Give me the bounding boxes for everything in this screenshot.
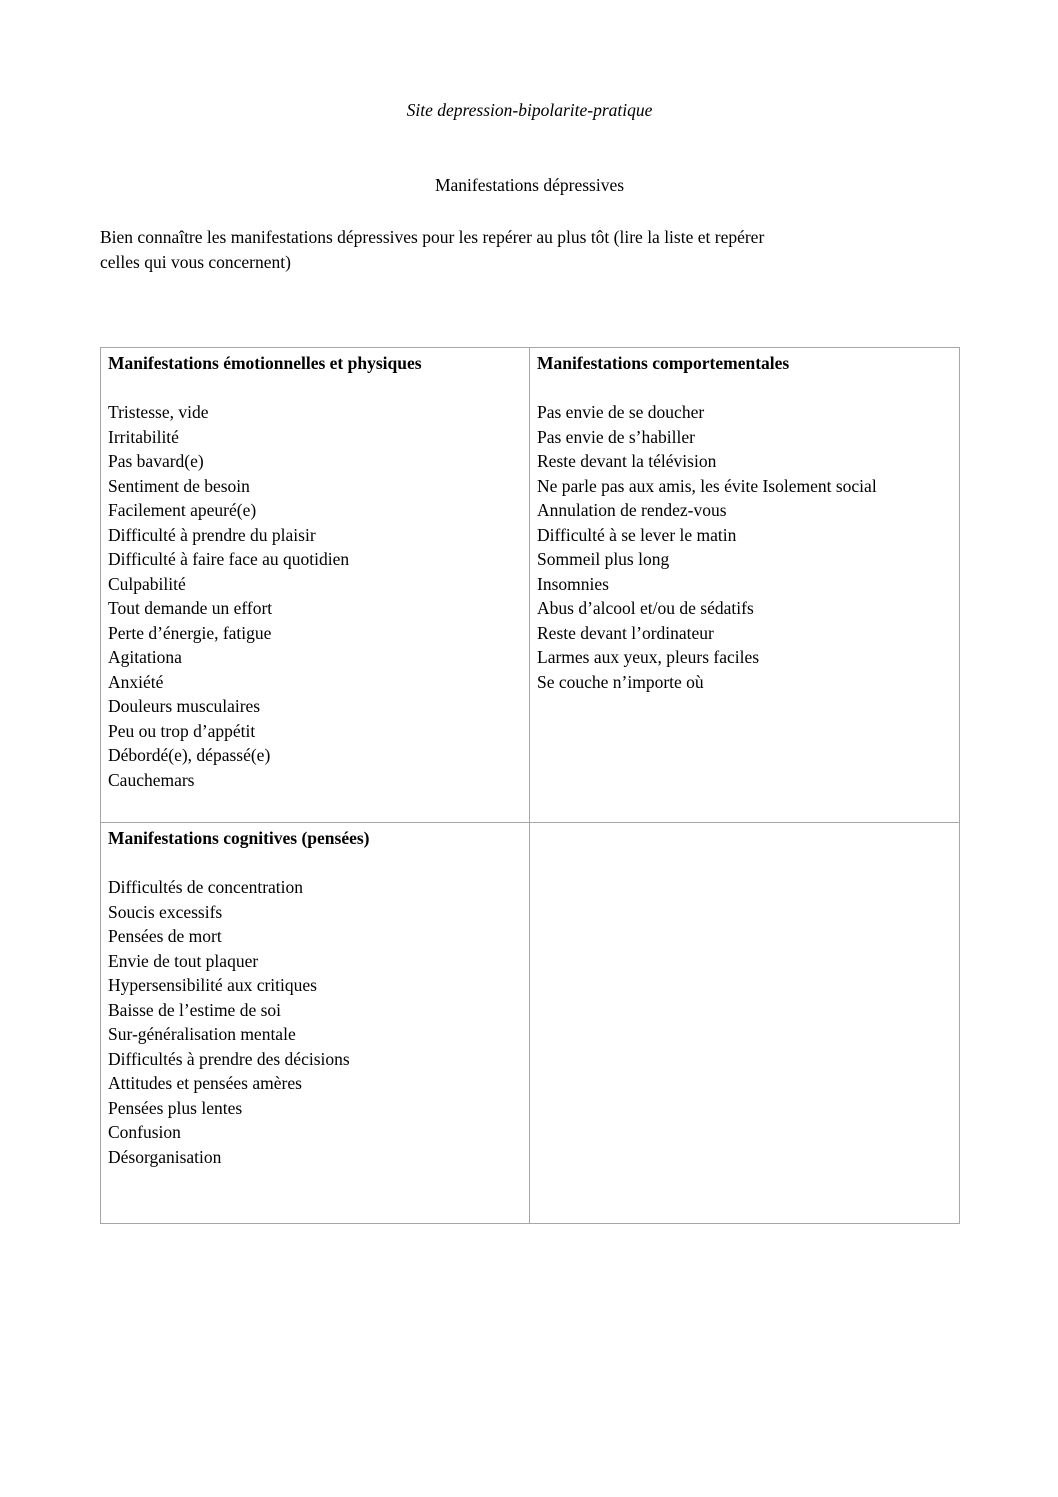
list-item: Attitudes et pensées amères — [108, 1073, 302, 1093]
list-item: Débordé(e), dépassé(e) — [108, 745, 271, 765]
list-item: Désorganisation — [108, 1146, 222, 1167]
intro-line-1: Bien connaître les manifestations dépressives pour les repérer au plus tôt (lire la liste et repérer — [100, 227, 765, 247]
list-item: Baisse de l’estime de soi — [108, 999, 282, 1020]
list-item: Pensées plus lentes — [108, 1097, 243, 1118]
list-item: Agitationa — [108, 647, 182, 667]
list-item: Sentiment de besoin — [108, 475, 250, 496]
list-item: Perte d’énergie, fatigue — [108, 622, 272, 643]
list-item: Peu ou trop d’appétit — [108, 720, 256, 741]
list-item: Reste devant l’ordinateur — [537, 622, 714, 643]
list-item: Pas envie de se doucher — [537, 402, 705, 422]
symptoms-table — [100, 347, 960, 1224]
document-subtitle: Manifestations dépressives — [434, 174, 625, 195]
symptom-list-behavioral — [537, 400, 954, 694]
list-item: Culpabilité — [108, 573, 186, 594]
list-item: Difficultés de concentration — [108, 877, 304, 897]
header-cognitive: Manifestations cognitives (pensées) — [108, 828, 370, 848]
list-item: Hypersensibilité aux critiques — [108, 975, 317, 995]
spacer — [537, 376, 954, 401]
cell-cognitive — [101, 823, 530, 1224]
list-item: Pensées de mort — [108, 926, 222, 946]
symptom-list-cognitive — [108, 875, 524, 1169]
list-item: Anxiété — [108, 671, 164, 692]
list-item: Pas bavard(e) — [108, 451, 204, 471]
intro-line-2: celles qui vous concernent) — [100, 251, 291, 272]
list-item: Larmes aux yeux, pleurs faciles — [537, 647, 760, 667]
spacer — [108, 851, 524, 876]
symptom-list-emotional-physical — [108, 400, 524, 792]
list-item: Difficulté à se lever le matin — [537, 524, 737, 545]
list-item: Annulation de rendez-vous — [537, 500, 727, 520]
list-item: Soucis excessifs — [108, 901, 223, 922]
table-row — [101, 348, 960, 823]
list-item: Ne parle pas aux amis, les évite Isolement social — [537, 475, 877, 496]
list-item: Facilement apeuré(e) — [108, 500, 257, 520]
list-item: Abus d’alcool et/ou de sédatifs — [537, 598, 754, 618]
spacer — [108, 376, 524, 401]
list-item: Tout demande un effort — [108, 598, 273, 618]
list-item: Reste devant la télévision — [537, 451, 717, 471]
list-item: Sur-généralisation mentale — [108, 1024, 296, 1044]
intro-paragraph — [100, 225, 959, 274]
list-item: Difficulté à prendre du plaisir — [108, 524, 316, 545]
list-item: Confusion — [108, 1122, 181, 1142]
list-item: Difficulté à faire face au quotidien — [108, 549, 350, 569]
cell-empty — [530, 823, 960, 1224]
list-item: Insomnies — [537, 573, 609, 594]
list-item: Tristesse, vide — [108, 402, 209, 422]
header-emotional-physical: Manifestations émotionnelles et physiques — [108, 353, 422, 373]
list-item: Envie de tout plaquer — [108, 950, 259, 971]
table-row — [101, 823, 960, 1224]
list-item: Douleurs musculaires — [108, 696, 261, 716]
list-item: Se couche n’importe où — [537, 671, 704, 692]
document-title: Site depression-bipolarite-pratique — [406, 100, 653, 120]
cell-behavioral — [530, 348, 960, 823]
list-item: Cauchemars — [108, 769, 195, 790]
list-item: Sommeil plus long — [537, 549, 670, 569]
list-item: Irritabilité — [108, 426, 179, 447]
list-item: Difficultés à prendre des décisions — [108, 1048, 350, 1069]
header-behavioral: Manifestations comportementales — [537, 353, 790, 373]
list-item: Pas envie de s’habiller — [537, 426, 695, 447]
cell-emotional-physical — [101, 348, 530, 823]
